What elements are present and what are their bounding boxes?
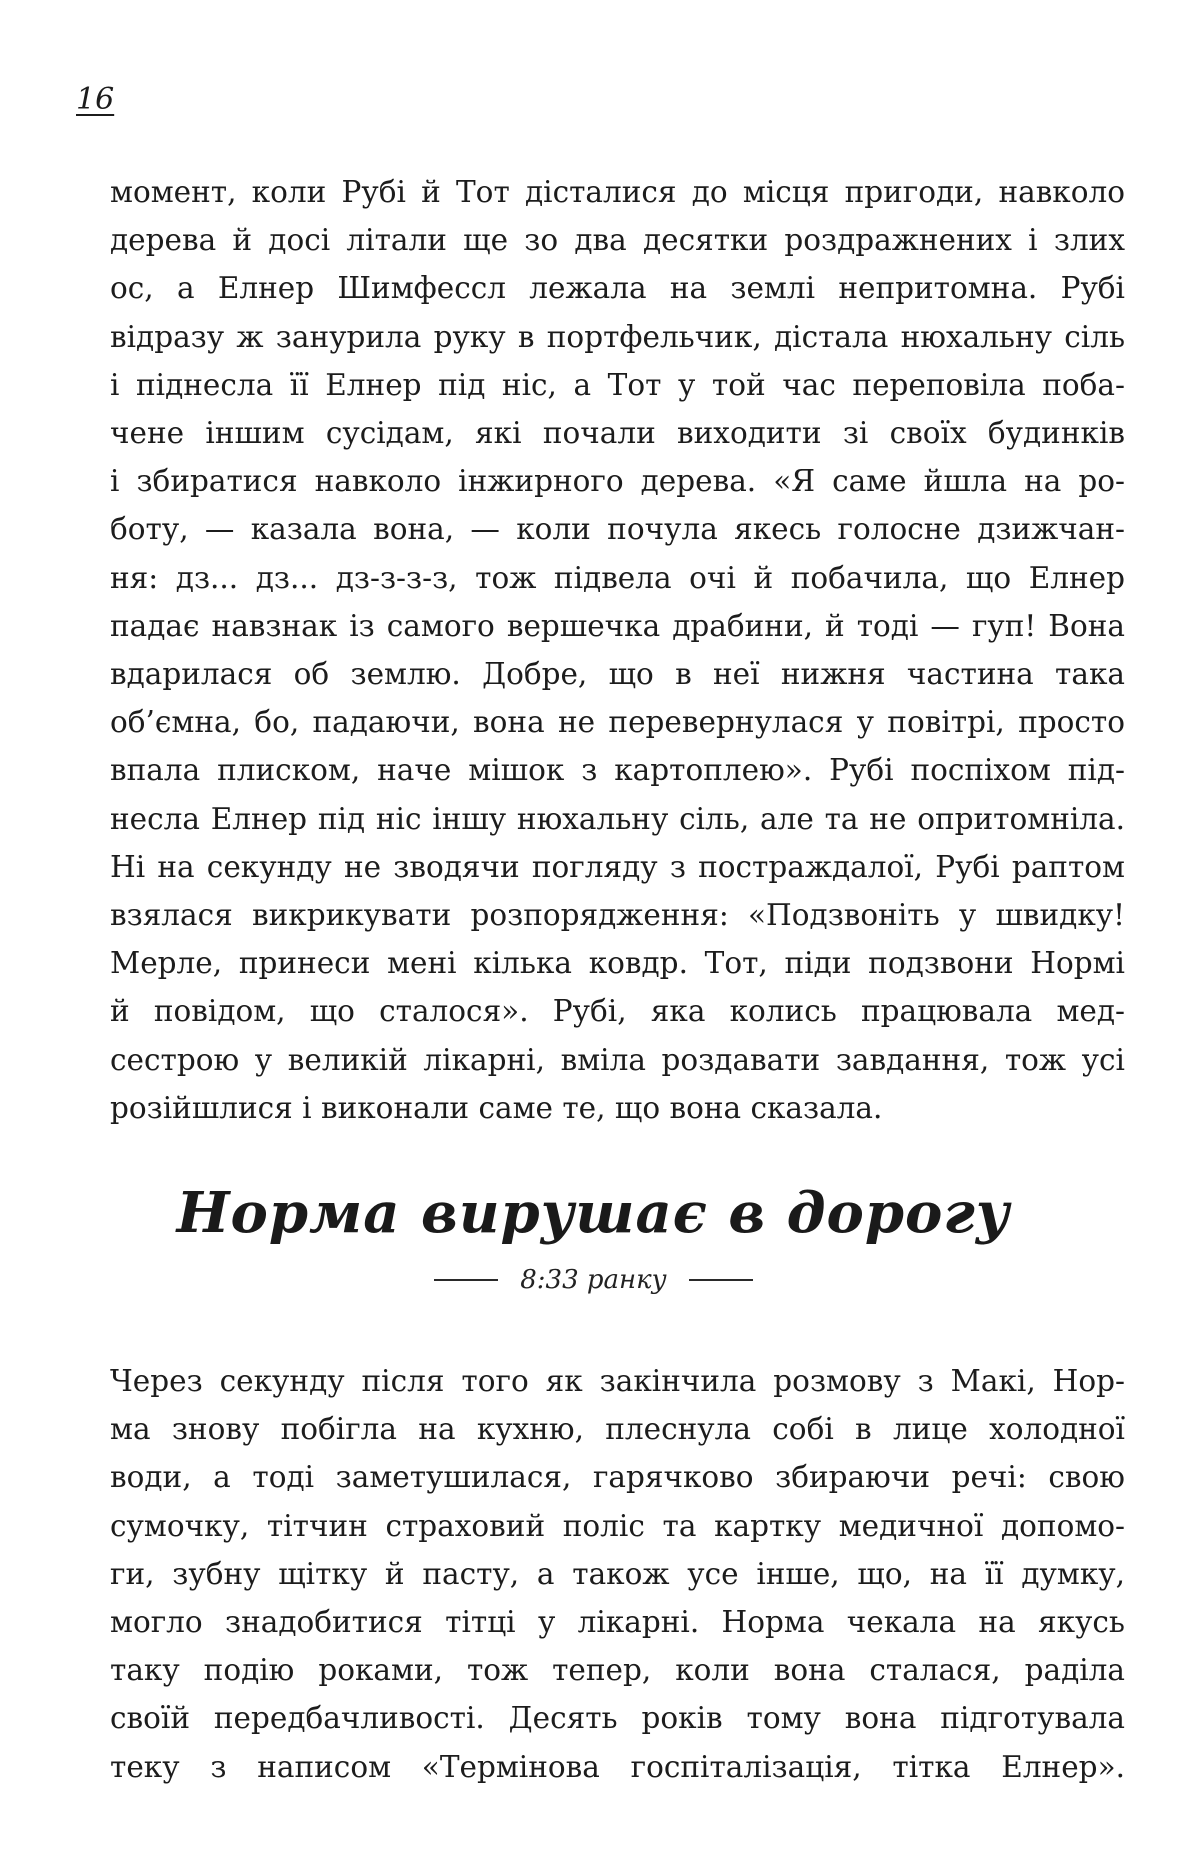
text-line: розійшлися і виконали саме те, що вона сказала.	[110, 1090, 883, 1125]
text-line: Через секунду після того як закінчила розмову з Макі, Нор-	[110, 1364, 1125, 1398]
text-line: дерева й досі літали ще зо два десятки роздражнених і злих	[110, 223, 1125, 258]
text-line: ги, зубну щітку й пасту, а також усе інше, що, на її думку,	[110, 1556, 1125, 1591]
text-line: Мерле, принеси мені кілька ковдр. Тот, піди подзвони Нормі	[110, 946, 1125, 981]
paragraph-norma	[110, 1357, 1125, 1791]
text-line: впала плиском, наче мішок з картоплею». Рубі поспіхом під-	[110, 753, 1125, 788]
text-line: несла Елнер під ніс іншу нюхальну сіль, але та не опритомніла.	[110, 801, 1125, 836]
text-line: відразу ж занурила руку в портфельчик, дістала нюхальну сіль	[110, 319, 1125, 354]
text-line: взялася викрикувати розпорядження: «Подзвоніть у швидку!	[110, 898, 1125, 933]
text-line: й повідом, що сталося». Рубі, яка колись працювала мед-	[110, 994, 1125, 1029]
left-rule	[434, 1279, 498, 1281]
text-line: сестрою у великій лікарні, вміла роздавати завдання, тож усі	[110, 1042, 1125, 1077]
text-line: Ні на секунду не зводячи погляду з постраждалої, Рубі раптом	[110, 849, 1125, 884]
text-line: момент, коли Рубі й Тот дісталися до місця пригоди, навколо	[110, 175, 1125, 209]
text-line: сумочку, тітчин страховий поліс та картку медичної допомо-	[110, 1508, 1125, 1543]
text-line: ос, а Елнер Шимфессл лежала на землі непритомна. Рубі	[110, 271, 1125, 306]
text-line: боту, — казала вона, — коли почула якесь голосне дзижчан-	[110, 512, 1125, 547]
text-line: об’ємна, бо, падаючи, вона не перевернулася у повітрі, просто	[110, 705, 1125, 740]
text-line: таку подію роками, тож тепер, коли вона сталася, раділа	[110, 1653, 1125, 1688]
text-line: води, а тоді заметушилася, гарячково збираючи речі: свою	[110, 1460, 1125, 1495]
text-line: могло знадобитися тітці у лікарні. Норма чекала на якусь	[110, 1605, 1125, 1640]
paragraph-ruby-and-tot	[110, 168, 1125, 1132]
right-rule	[689, 1279, 753, 1281]
text-line: і збиратися навколо інжирного дерева. «Я саме йшла на ро-	[110, 464, 1125, 499]
text-line: своїй передбачливості. Десять років тому вона підготувала	[110, 1701, 1125, 1736]
text-line: падає навзнак із самого вершечка драбини, й тоді — гуп! Вона	[110, 608, 1125, 643]
text-line: чене іншим сусідам, які почали виходити зі своїх будинків	[110, 416, 1125, 451]
text-line: теку з написом «Термінова госпіталізація, тітка Елнер».	[110, 1749, 1125, 1784]
text-line: ня: дз... дз... дз-з-з-з, тож підвела очі й побачила, що Елнер	[110, 560, 1125, 595]
page-number: 16	[76, 82, 115, 117]
text-line: ма знову побігла на кухню, плеснула собі в лице холодної	[110, 1412, 1125, 1447]
text-line: і піднесла її Елнер під ніс, а Тот у той час переповіла поба-	[110, 367, 1125, 402]
chapter-time: 8:33 ранку	[520, 1265, 667, 1295]
text-line: вдарилася об землю. Добре, що в неї нижня частина така	[110, 657, 1125, 692]
chapter-title: Норма вирушає в дорогу	[176, 1180, 1011, 1246]
chapter-time-header	[0, 1265, 1187, 1295]
